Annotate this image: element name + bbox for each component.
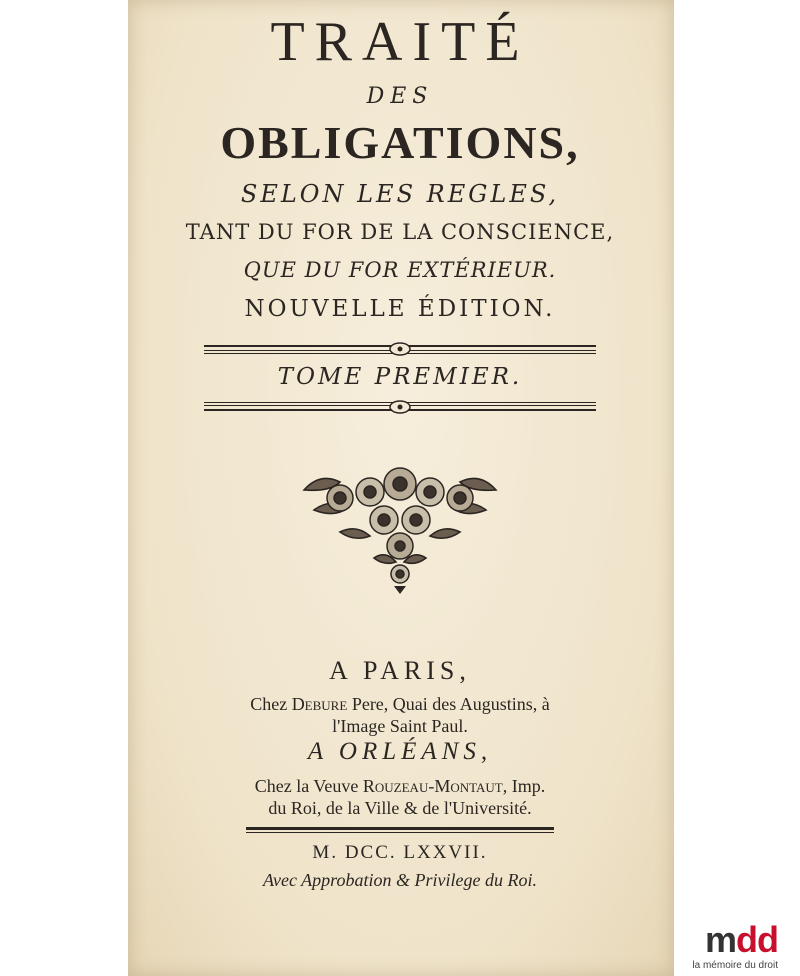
volume-label: TOME PREMIER. [277,364,523,390]
floral-vignette [300,462,500,594]
title-des: DES [366,84,434,109]
subtitle-que: QUE DU FOR EXTÉRIEUR. [243,258,557,282]
publication-year: M. DCC. LXXVII. [312,842,488,863]
publisher-titles: du Roi, de la Ville & de l'Université. [268,798,532,818]
publisher-name-debure: Debure [291,694,348,714]
imprint-orleans: A ORLÉANS, [307,738,493,765]
privilege-line: Avec Approbation & Privilege du Roi. [263,870,537,890]
publisher-line-paris [0,694,800,715]
edition-line: NOUVELLE ÉDITION. [244,296,556,322]
publisher-suffix: , Imp. [502,776,546,796]
publisher-sign: l'Image Saint Paul. [332,716,468,736]
subtitle-tant: TANT DU FOR DE LA CONSCIENCE, [185,220,615,244]
title-obligations: OBLIGATIONS, [220,117,580,168]
imprint-paris: A PARIS, [329,656,471,685]
publisher-line-orleans [0,776,800,797]
mdd-tagline: la mémoire du droit [692,960,778,971]
mdd-logo [598,919,778,976]
mdd-logo-mark: mdd [705,919,778,960]
ornamental-rule-top [204,340,596,358]
book-title: TRAITÉ [270,11,530,73]
publisher-prefix: Chez [250,694,292,714]
subtitle-selon: SELON LES REGLES, [240,180,560,208]
imprint-rule [246,826,554,834]
ornamental-rule-bottom [204,398,596,416]
publisher-name-rouzeau: Rouzeau-Montaut [362,776,503,796]
publisher-address: Pere, Quai des Augustins, à [347,694,550,714]
publisher-prefix-2: Chez la Veuve [254,776,363,796]
